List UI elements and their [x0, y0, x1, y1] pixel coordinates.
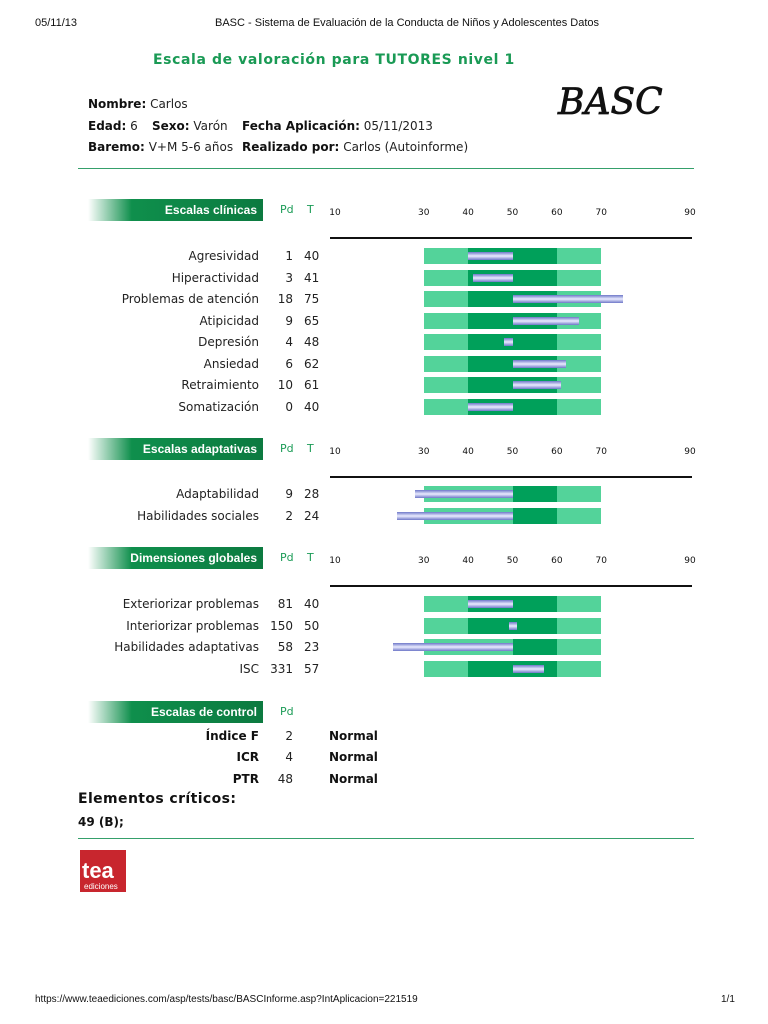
score-marker: [468, 600, 512, 608]
row-label: Habilidades sociales: [137, 508, 259, 523]
print-date: 05/11/13: [35, 17, 78, 29]
row-t: 50: [304, 618, 320, 633]
band-average-range: [513, 508, 557, 524]
tick-label: 50: [506, 556, 519, 566]
tick-label: 60: [551, 556, 563, 566]
report-title: Escala de valoración para TUTORES nivel 1: [153, 52, 515, 68]
row-label: Interiorizar problemas: [126, 618, 259, 633]
tick-label: 10: [329, 208, 341, 218]
section-bar-2: [88, 547, 263, 569]
row-label: Problemas de atención: [121, 292, 259, 306]
realizado-label: Realizado por:: [242, 140, 340, 154]
t-header: T: [307, 203, 314, 216]
control-section-title: Escalas de control: [150, 705, 257, 719]
row-t: 48: [304, 335, 320, 349]
svg-text:BASC: BASC: [558, 84, 663, 120]
axis-line: [330, 585, 692, 587]
info-edad: [88, 119, 138, 133]
tick-label: 30: [418, 208, 430, 218]
tick-label: 10: [329, 556, 341, 566]
score-marker: [509, 622, 517, 630]
score-marker: [513, 665, 544, 673]
info-sexo: [152, 119, 228, 133]
control-pd-f: 2: [285, 729, 293, 743]
control-pd-icr: 4: [285, 750, 293, 764]
row-label: Habilidades adaptativas: [114, 640, 259, 654]
baremo-label: Baremo:: [88, 140, 145, 154]
row-t: 24: [304, 508, 320, 523]
criticos-value: 49 (B);: [78, 815, 124, 829]
row-label: ISC: [239, 661, 259, 676]
tick-label: 90: [684, 208, 696, 218]
control-result-icr: Normal: [329, 750, 378, 764]
row-pd: 0: [285, 399, 293, 414]
score-marker: [397, 512, 512, 520]
nombre-label: Nombre:: [88, 97, 147, 111]
print-page: 1/1: [721, 994, 735, 1005]
section-bar-1: [88, 438, 263, 460]
control-label-icr: ICR: [236, 750, 259, 764]
tick-label: 90: [684, 556, 696, 566]
control-pd-ptr: 48: [277, 772, 293, 786]
t-header: T: [307, 551, 314, 564]
score-marker: [513, 360, 566, 368]
print-doc-title: BASC - Sistema de Evaluación de la Conducta de Niños y Adolescentes Datos: [215, 17, 599, 29]
tick-label: 40: [462, 447, 474, 457]
tick-label: 10: [329, 447, 341, 457]
tick-label: 40: [462, 556, 474, 566]
score-marker: [468, 403, 512, 411]
fecha-label: Fecha Aplicación:: [242, 119, 360, 133]
row-pd: 2: [285, 508, 293, 523]
tick-label: 50: [506, 208, 519, 218]
edad-value: 6: [130, 119, 138, 133]
baremo-value: V+M 5-6 años: [148, 140, 234, 154]
sexo-value: Varón: [193, 119, 228, 133]
row-pd: 9: [285, 487, 293, 501]
row-pd: 18: [277, 292, 293, 306]
section-title: Escalas clínicas: [164, 203, 257, 217]
info-nombre: [88, 97, 188, 111]
row-label: Exteriorizar problemas: [122, 597, 259, 611]
criticos-heading: Elementos críticos:: [78, 791, 237, 807]
row-pd: 10: [277, 378, 293, 392]
tea-logo-sub: ediciones: [84, 882, 118, 891]
print-url: https://www.teaediciones.com/asp/tests/basc/BASCInforme.asp?IntAplicacion=221519: [35, 994, 418, 1005]
row-label: Depresión: [198, 335, 259, 349]
nombre-value: Carlos: [150, 97, 188, 111]
fecha-value: 05/11/2013: [363, 119, 433, 133]
row-t: 41: [304, 270, 320, 285]
row-label: Somatización: [178, 399, 259, 414]
row-pd: 58: [277, 640, 293, 654]
tick-label: 60: [551, 208, 563, 218]
axis-line: [330, 237, 692, 239]
section-bar-0: [88, 199, 263, 221]
control-result-f: Normal: [329, 729, 378, 743]
sexo-label: Sexo:: [152, 119, 190, 133]
tick-label: 30: [418, 556, 430, 566]
score-marker: [468, 252, 512, 260]
row-t: 61: [304, 378, 320, 392]
row-pd: 6: [285, 356, 293, 371]
row-label: Agresividad: [188, 249, 259, 263]
band-average-range: [468, 334, 557, 350]
pd-header: Pd: [280, 203, 294, 216]
divider-bottom: [78, 838, 694, 839]
row-pd: 4: [285, 335, 293, 349]
row-label: Retraimiento: [181, 378, 259, 392]
control-label-f: Índice F: [205, 729, 259, 743]
row-t: 62: [304, 356, 320, 371]
row-pd: 81: [277, 597, 293, 611]
row-t: 75: [304, 292, 320, 306]
tick-label: 30: [418, 447, 430, 457]
row-t: 57: [304, 661, 320, 676]
control-result-ptr: Normal: [329, 772, 378, 786]
tick-label: 90: [684, 447, 696, 457]
axis-line: [330, 476, 692, 478]
band-average-range: [513, 639, 557, 655]
row-label: Atipicidad: [199, 313, 259, 328]
row-label: Ansiedad: [203, 356, 259, 371]
control-label-ptr: PTR: [232, 772, 259, 786]
section-title: Dimensiones globales: [130, 551, 257, 565]
row-pd: 9: [285, 313, 293, 328]
score-marker: [504, 338, 513, 346]
row-label: Adaptabilidad: [176, 487, 259, 501]
basc-logo: [556, 84, 686, 120]
tick-label: 50: [506, 447, 519, 457]
score-marker: [415, 490, 513, 498]
row-pd: 331: [270, 661, 293, 676]
score-marker: [473, 274, 513, 282]
tick-label: 40: [462, 208, 474, 218]
row-t: 23: [304, 640, 320, 654]
info-fecha: [242, 119, 433, 133]
row-t: 40: [304, 399, 320, 414]
score-marker: [513, 295, 624, 303]
tick-label: 70: [595, 208, 607, 218]
row-pd: 3: [285, 270, 293, 285]
pd-header: Pd: [280, 551, 294, 564]
realizado-value: Carlos (Autoinforme): [343, 140, 469, 154]
score-marker: [393, 643, 513, 651]
info-realizado: [242, 140, 468, 154]
tick-label: 70: [595, 447, 607, 457]
tea-logo-word: tea: [82, 858, 114, 883]
row-label: Hiperactividad: [171, 270, 259, 285]
pd-header: Pd: [280, 442, 294, 455]
edad-label: Edad:: [88, 119, 127, 133]
score-marker: [513, 317, 580, 325]
score-marker: [513, 381, 562, 389]
band-average-range: [513, 486, 557, 502]
section-title: Escalas adaptativas: [142, 442, 257, 456]
info-baremo: [88, 140, 233, 154]
t-header: T: [307, 442, 314, 455]
control-section-bar: [88, 701, 263, 723]
row-t: 28: [304, 487, 320, 501]
row-t: 40: [304, 249, 320, 263]
tick-label: 60: [551, 447, 563, 457]
row-pd: 1: [285, 249, 293, 263]
divider-top: [78, 168, 694, 169]
row-t: 40: [304, 597, 320, 611]
tick-label: 70: [595, 556, 607, 566]
row-pd: 150: [270, 618, 293, 633]
control-pd-header: Pd: [280, 705, 294, 718]
row-t: 65: [304, 313, 320, 328]
